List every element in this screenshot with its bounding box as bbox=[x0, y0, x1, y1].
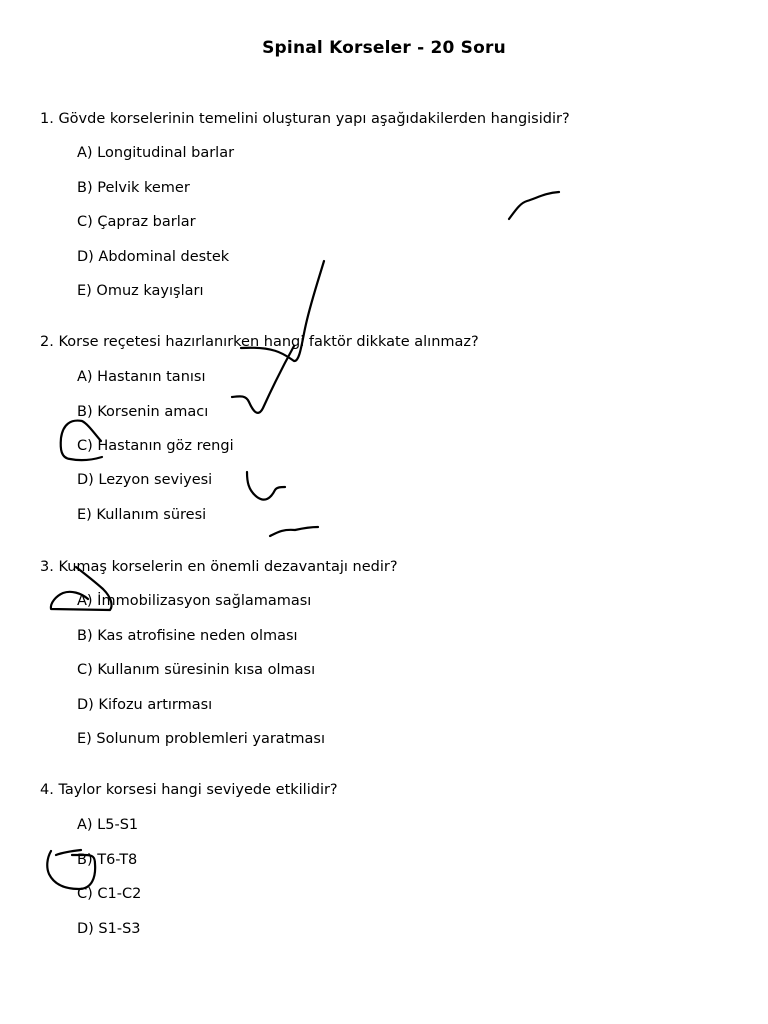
pen-stroke-hook bbox=[247, 472, 285, 500]
q3-option-c: C) Kullanım süresinin kısa olması bbox=[77, 662, 316, 678]
q2-option-b: B) Korsenin amacı bbox=[77, 404, 209, 420]
q1-option-a: A) Longitudinal barlar bbox=[77, 145, 235, 161]
q1-option-b: B) Pelvik kemer bbox=[77, 180, 190, 196]
q4-option-b: B) T6-T8 bbox=[77, 852, 138, 868]
q3-option-b: B) Kas atrofisine neden olması bbox=[77, 628, 298, 644]
q4-option-c: C) C1-C2 bbox=[77, 886, 142, 902]
q4-option-a: A) L5-S1 bbox=[77, 817, 139, 833]
q3-option-e: E) Solunum problemleri yaratması bbox=[77, 731, 325, 747]
question-4: 4. Taylor korsesi hangi seviyede etkilidir? bbox=[40, 782, 338, 798]
q3-option-d: D) Kifozu artırması bbox=[77, 697, 213, 713]
pen-stroke-check-tail bbox=[232, 346, 294, 413]
pen-stroke-tick-top bbox=[509, 192, 559, 219]
q2-option-d: D) Lezyon seviyesi bbox=[77, 472, 213, 488]
q2-option-a: A) Hastanın tanısı bbox=[77, 369, 206, 385]
q4-option-d: D) S1-S3 bbox=[77, 921, 141, 937]
pen-stroke-dash bbox=[270, 527, 318, 536]
question-2: 2. Korse reçetesi hazırlanırken hangi faktör dikkate alınmaz? bbox=[40, 334, 479, 350]
page-title: Spinal Korseler - 20 Soru bbox=[262, 38, 506, 58]
question-3: 3. Kumaş korselerin en önemli dezavantajı nedir? bbox=[40, 559, 398, 575]
q3-option-a: A) İmmobilizasyon sağlamaması bbox=[77, 593, 312, 609]
q2-option-c: C) Hastanın göz rengi bbox=[77, 438, 234, 454]
q2-option-e: E) Kullanım süresi bbox=[77, 507, 207, 523]
q1-option-c: C) Çapraz barlar bbox=[77, 214, 196, 230]
q1-option-e: E) Omuz kayışları bbox=[77, 283, 204, 299]
question-1: 1. Gövde korselerinin temelini oluşturan yapı aşağıdakilerden hangisidir? bbox=[40, 111, 570, 127]
q1-option-d: D) Abdominal destek bbox=[77, 249, 230, 265]
